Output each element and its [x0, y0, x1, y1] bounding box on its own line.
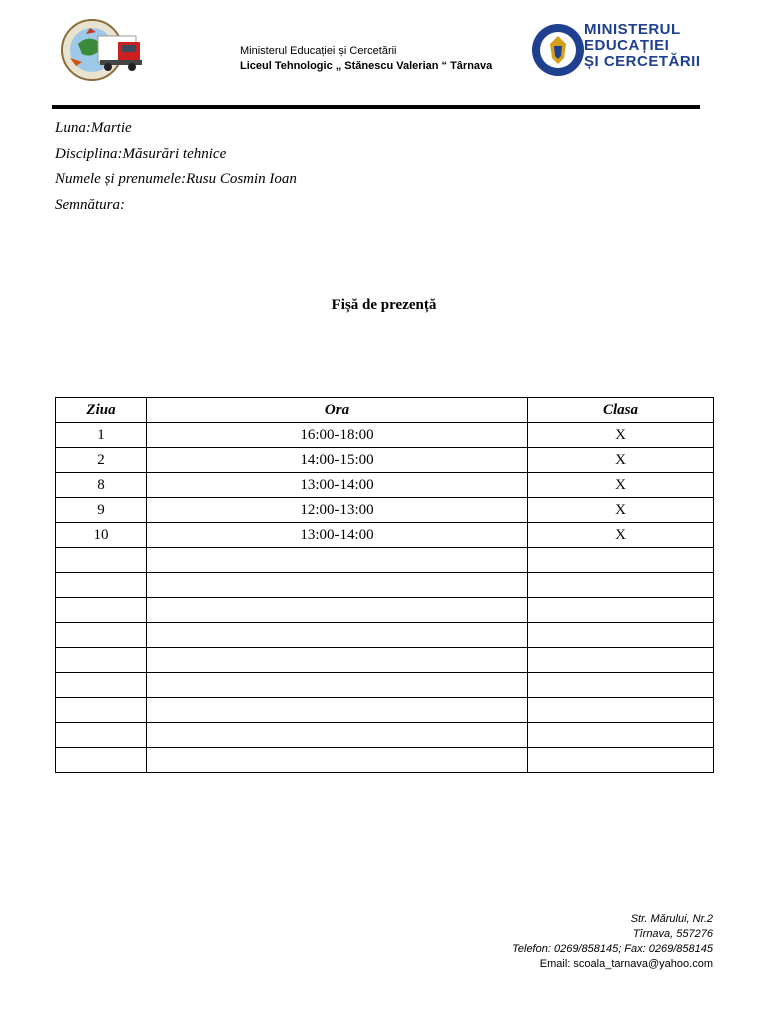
school-logo [56, 14, 160, 84]
cell-hour: 16:00-18:00 [147, 423, 528, 448]
name-field: Numele și prenumele:Rusu Cosmin Ioan [55, 171, 297, 187]
cell-class [528, 748, 714, 773]
table-row [56, 473, 714, 498]
cell-class [528, 623, 714, 648]
subject-field: Disciplina:Măsurări tehnice [55, 146, 227, 162]
table-row [56, 548, 714, 573]
cell-hour [147, 748, 528, 773]
table-row [56, 523, 714, 548]
cell-hour [147, 673, 528, 698]
cell-day [56, 598, 147, 623]
month-field: Luna:Martie [55, 120, 132, 136]
table-row [56, 573, 714, 598]
ministry-name: Ministerul Educației și Cercetării [240, 45, 397, 57]
cell-hour: 14:00-15:00 [147, 448, 528, 473]
footer-phone: Telefon: 0269/858145; Fax: 0269/858145 [512, 943, 713, 955]
cell-day [56, 548, 147, 573]
cell-hour [147, 623, 528, 648]
cell-class [528, 598, 714, 623]
cell-hour [147, 698, 528, 723]
header-hour: Ora [147, 398, 528, 423]
header-class: Clasa [528, 398, 714, 423]
cell-day [56, 698, 147, 723]
cell-hour: 13:00-14:00 [147, 523, 528, 548]
cell-day [56, 673, 147, 698]
table-row [56, 423, 714, 448]
header-divider [52, 105, 700, 109]
cell-day: 8 [56, 473, 147, 498]
cell-hour [147, 548, 528, 573]
cell-day: 2 [56, 448, 147, 473]
ministry-logo [530, 20, 705, 82]
cell-class: X [528, 523, 714, 548]
cell-day [56, 573, 147, 598]
cell-hour [147, 648, 528, 673]
table-header-row [56, 398, 714, 423]
footer-address [512, 912, 713, 972]
cell-class [528, 548, 714, 573]
cell-class [528, 723, 714, 748]
table-row [56, 698, 714, 723]
cell-day: 10 [56, 523, 147, 548]
header-day: Ziua [56, 398, 147, 423]
table-row [56, 748, 714, 773]
cell-class [528, 573, 714, 598]
cell-class: X [528, 473, 714, 498]
cell-class [528, 698, 714, 723]
cell-class [528, 648, 714, 673]
gov-logo-line-1: MINISTERUL [584, 21, 681, 38]
table-row [56, 723, 714, 748]
cell-hour [147, 598, 528, 623]
document-title: Fișă de prezență [331, 297, 437, 313]
government-seal-icon [530, 22, 586, 78]
cell-day [56, 748, 147, 773]
table-row [56, 623, 714, 648]
header-text [240, 44, 492, 74]
gov-logo-line-3: ȘI CERCETĂRII [584, 53, 701, 70]
cell-day: 9 [56, 498, 147, 523]
cell-hour [147, 723, 528, 748]
attendance-table [55, 397, 714, 773]
cell-hour [147, 573, 528, 598]
cell-class [528, 673, 714, 698]
signature-field: Semnătura: [55, 197, 125, 213]
table-row [56, 498, 714, 523]
cell-hour: 13:00-14:00 [147, 473, 528, 498]
cell-class: X [528, 448, 714, 473]
footer-email: Email: scoala_tarnava@yahoo.com [539, 958, 713, 970]
footer-city: Tîrnava, 557276 [632, 928, 713, 940]
school-name: Liceul Tehnologic „ Stănescu Valerian “ Târnava [240, 60, 493, 72]
table-row [56, 448, 714, 473]
cell-hour: 12:00-13:00 [147, 498, 528, 523]
table-row [56, 598, 714, 623]
table-row [56, 648, 714, 673]
table-row [56, 673, 714, 698]
cell-day: 1 [56, 423, 147, 448]
cell-day [56, 648, 147, 673]
cell-day [56, 623, 147, 648]
cell-day [56, 723, 147, 748]
ministry-logo-text [584, 22, 701, 70]
footer-street: Str. Mărului, Nr.2 [630, 913, 713, 925]
cell-class: X [528, 498, 714, 523]
gov-logo-line-2: EDUCAȚIEI [584, 37, 670, 54]
cell-class: X [528, 423, 714, 448]
